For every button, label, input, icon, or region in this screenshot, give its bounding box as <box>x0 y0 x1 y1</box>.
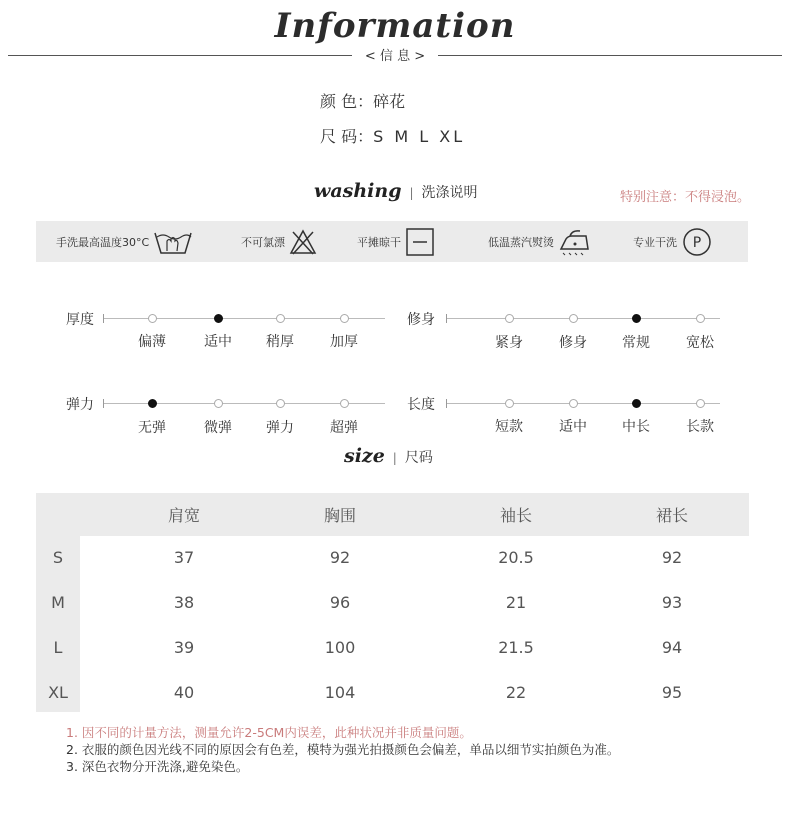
scale-dot-selected <box>148 399 157 408</box>
page-title: Information <box>274 6 516 46</box>
washing-heading <box>314 180 478 202</box>
scale-dot <box>340 314 349 323</box>
size-table-cell: 92 <box>661 548 683 567</box>
scale-option: 修身 <box>559 335 587 351</box>
wash-item-label: 不可氯漂 <box>241 235 285 249</box>
scale-dot-selected <box>632 399 641 408</box>
size-heading <box>344 445 433 467</box>
scale-dot <box>276 399 285 408</box>
scale-tick-fit <box>446 314 447 323</box>
size-table-cell: 93 <box>661 593 683 612</box>
washing-title-en: washing <box>314 180 402 202</box>
scale-label-fit: 修身 <box>407 312 435 328</box>
size-table-column-header: 裙长 <box>655 506 688 525</box>
scale-option: 常规 <box>622 335 650 351</box>
heading-separator: | <box>392 451 397 465</box>
washing-title-cn: 洗涤说明 <box>421 185 478 201</box>
hand-wash-icon <box>153 227 193 257</box>
scale-dot <box>148 314 157 323</box>
scale-label-thickness: 厚度 <box>66 312 94 328</box>
scale-option: 偏薄 <box>138 334 166 350</box>
scale-option: 适中 <box>204 334 232 350</box>
size-table-cell: 94 <box>661 638 683 657</box>
dry-flat-icon <box>405 227 435 257</box>
size-table-cell: 38 <box>173 593 195 612</box>
scale-dot <box>505 314 514 323</box>
scale-option: 中长 <box>622 419 650 435</box>
size-table-cell: 21 <box>505 593 527 612</box>
scale-tick-elasticity <box>103 399 104 408</box>
wash-item-dry-clean <box>633 221 713 262</box>
size-table-cell: 40 <box>173 683 195 702</box>
color-value: 碎花 <box>373 92 406 111</box>
scale-dot <box>696 399 705 408</box>
washing-notice: 特别注意：不得浸泡。 <box>619 190 750 205</box>
scale-option: 超弹 <box>330 420 358 436</box>
note-1: 1. 因不同的计量方法，测量允许2-5CM内误差，此种状况并非质量问题。 <box>66 725 472 740</box>
scale-option: 适中 <box>559 419 587 435</box>
svg-text:P: P <box>692 234 702 251</box>
scale-option: 稍厚 <box>266 334 294 350</box>
wash-item-label: 手洗最高温度30°C <box>56 235 150 249</box>
size-title-en: size <box>344 445 385 467</box>
scale-option: 弹力 <box>266 420 294 436</box>
size-table-cell: 20.5 <box>498 548 534 567</box>
scale-dot-selected <box>214 314 223 323</box>
scale-tick-length <box>446 399 447 408</box>
size-table-column-header: 肩宽 <box>167 506 200 525</box>
size-table-cell: 37 <box>173 548 195 567</box>
size-table-cell: 96 <box>329 593 351 612</box>
size-table-row-label: M <box>51 593 65 612</box>
size-table-column-header: 胸围 <box>323 506 356 525</box>
dry-clean-icon <box>681 226 713 258</box>
wash-item-low-iron <box>488 221 592 262</box>
scale-option: 短款 <box>495 419 523 435</box>
scale-option: 紧身 <box>495 335 523 351</box>
scale-tick-thickness <box>103 314 104 323</box>
page-subtitle: < 信 息 > <box>364 49 426 64</box>
scale-dot <box>696 314 705 323</box>
scale-option: 宽松 <box>686 335 714 351</box>
wash-item-label: 专业干洗 <box>633 235 677 249</box>
scale-dot <box>340 399 349 408</box>
note-2: 2. 衣服的颜色因光线不同的原因会有色差，模特为强光拍摄颜色会偏差，单品以细节实拍颜色为准。 <box>66 742 620 757</box>
wash-item-dry-flat <box>357 221 435 262</box>
wash-item-no-bleach <box>241 221 317 262</box>
size-label: 尺 码： <box>320 127 374 146</box>
no-bleach-icon <box>289 228 317 256</box>
size-table-column-header: 袖长 <box>499 506 532 525</box>
washing-instructions-bar <box>36 221 748 262</box>
wash-item-label: 低温蒸汽熨烫 <box>488 235 554 249</box>
color-row <box>320 89 405 112</box>
scale-option: 微弹 <box>204 420 232 436</box>
size-table-cell: 104 <box>324 683 356 702</box>
note-3: 3. 深色衣物分开洗涤,避免染色。 <box>66 759 249 774</box>
wash-item-label: 平摊晾干 <box>357 235 401 249</box>
size-table-cell: 39 <box>173 638 195 657</box>
size-title-cn: 尺码 <box>404 450 433 466</box>
heading-separator: | <box>409 186 414 200</box>
size-table-row-label: XL <box>48 683 68 702</box>
size-table-row-label: S <box>52 548 64 567</box>
scale-option: 无弹 <box>138 420 166 436</box>
scale-label-elasticity: 弹力 <box>66 397 94 413</box>
iron-icon <box>558 227 592 257</box>
color-label: 颜 色： <box>320 92 374 111</box>
size-row <box>320 124 465 147</box>
scale-dot <box>569 314 578 323</box>
scale-option: 加厚 <box>330 334 358 350</box>
scale-line-fit <box>446 318 720 319</box>
size-table-cell: 95 <box>661 683 683 702</box>
size-table-cell: 100 <box>324 638 356 657</box>
size-table-cell: 22 <box>505 683 527 702</box>
scale-label-length: 长度 <box>407 397 435 413</box>
scale-line-length <box>446 403 720 404</box>
size-value: S M L XL <box>373 127 466 146</box>
wash-item-hand-wash <box>56 221 193 262</box>
scale-dot-selected <box>632 314 641 323</box>
scale-option: 长款 <box>686 419 714 435</box>
scale-dot <box>505 399 514 408</box>
size-table-row-label: L <box>53 638 63 657</box>
size-table-cell: 92 <box>329 548 351 567</box>
scale-dot <box>214 399 223 408</box>
scale-dot <box>569 399 578 408</box>
size-table-cell: 21.5 <box>498 638 534 657</box>
scale-dot <box>276 314 285 323</box>
